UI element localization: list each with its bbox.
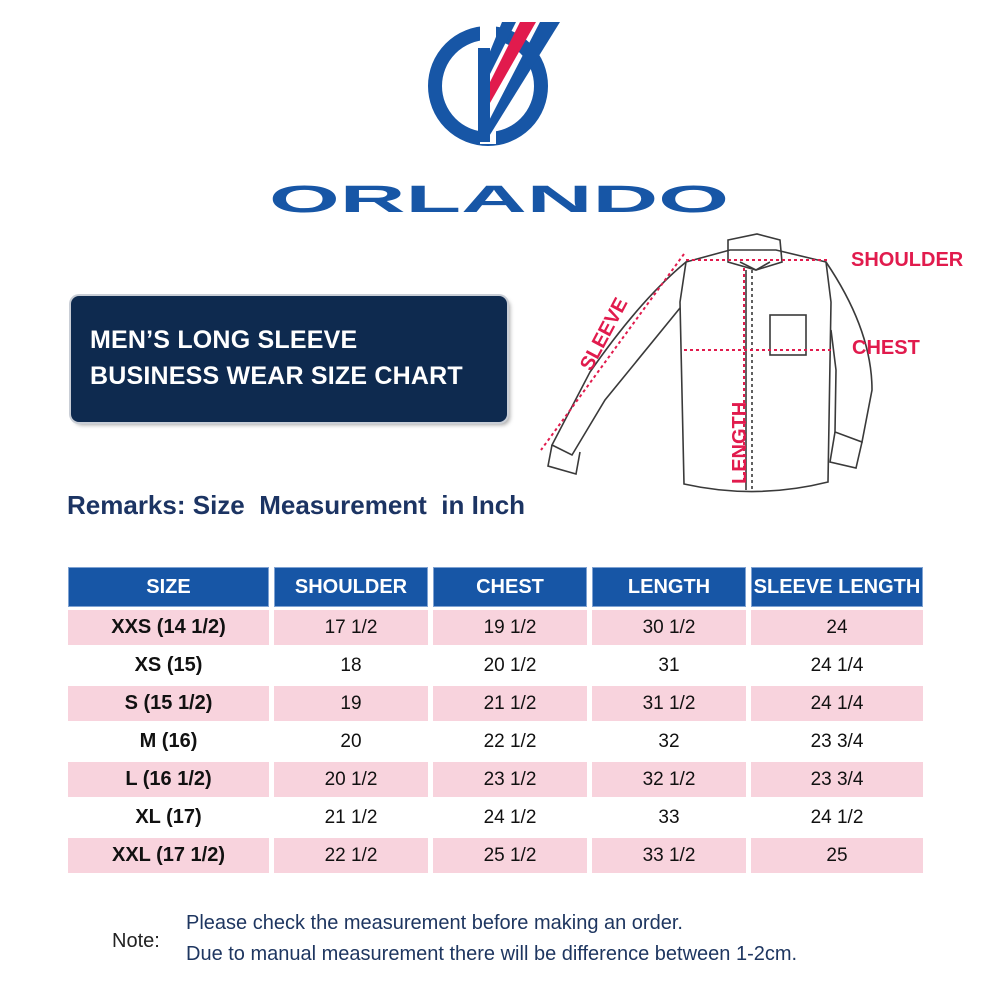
table-row <box>68 724 923 759</box>
note-line-2: Due to manual measurement there will be difference between 1-2cm. <box>186 943 798 965</box>
cell-sleeve-length: 23 3/4 <box>751 762 923 797</box>
cell-size: S (15 1/2) <box>68 686 269 721</box>
cell-shoulder: 20 1/2 <box>274 762 428 797</box>
brand-name: ORLANDO <box>269 182 729 216</box>
cell-sleeve-length: 25 <box>751 838 923 873</box>
cell-chest: 20 1/2 <box>483 654 537 676</box>
cell-length: 33 <box>658 806 680 828</box>
cell-chest: 25 1/2 <box>433 838 587 873</box>
cell-shoulder: 18 <box>340 654 362 676</box>
note-line-1: Please check the measurement before making an order. <box>186 912 683 934</box>
table-row <box>68 762 923 797</box>
note-label: Note: <box>112 930 160 952</box>
cell-size: XS (15) <box>134 654 203 676</box>
cell-sleeve-length: 24 1/4 <box>751 686 923 721</box>
cell-size: L (16 1/2) <box>68 762 269 797</box>
header-chest: CHEST <box>433 567 587 607</box>
cell-sleeve-length: 24 1/4 <box>810 654 864 676</box>
label-shoulder: SHOULDER <box>851 249 964 271</box>
header-length: LENGTH <box>592 567 746 607</box>
cell-size: M (16) <box>139 730 198 752</box>
cell-shoulder: 22 1/2 <box>274 838 428 873</box>
cell-chest: 22 1/2 <box>483 730 537 752</box>
header-size: SIZE <box>68 567 269 607</box>
cell-shoulder: 20 <box>340 730 362 752</box>
size-chart-table <box>63 564 928 876</box>
cell-sleeve-length: 24 <box>751 610 923 645</box>
header-sleeve-length: SLEEVE LENGTH <box>751 567 923 607</box>
cell-shoulder: 21 1/2 <box>324 806 378 828</box>
cell-sleeve-length: 23 3/4 <box>810 730 864 752</box>
cell-length: 32 1/2 <box>592 762 746 797</box>
table-row <box>68 686 923 721</box>
table-row <box>68 800 923 835</box>
cell-length: 30 1/2 <box>592 610 746 645</box>
cell-size: XXL (17 1/2) <box>68 838 269 873</box>
title-line-1: MEN’S LONG SLEEVE <box>90 326 358 354</box>
table-row <box>68 610 923 645</box>
cell-sleeve-length: 24 1/2 <box>810 806 864 828</box>
cell-chest: 24 1/2 <box>483 806 537 828</box>
header-shoulder: SHOULDER <box>274 567 428 607</box>
cell-length: 31 <box>658 654 680 676</box>
table-header-row <box>68 567 923 607</box>
cell-size: XXS (14 1/2) <box>68 610 269 645</box>
title-line-2: BUSINESS WEAR SIZE CHART <box>90 362 463 390</box>
cell-chest: 19 1/2 <box>433 610 587 645</box>
label-sleeve: SLEEVE <box>575 294 633 375</box>
table-row <box>68 838 923 873</box>
brand-wordmark <box>268 182 730 216</box>
cell-size: XL (17) <box>135 806 202 828</box>
orlando-logo-icon <box>420 18 560 148</box>
shirt-measurement-diagram <box>520 225 1000 505</box>
cell-length: 31 1/2 <box>592 686 746 721</box>
label-chest: CHEST <box>852 337 920 359</box>
remarks-text: Remarks: Size Measurement in Inch <box>67 490 526 520</box>
cell-shoulder: 19 <box>274 686 428 721</box>
cell-length: 32 <box>658 730 680 752</box>
cell-chest: 21 1/2 <box>433 686 587 721</box>
cell-shoulder: 17 1/2 <box>274 610 428 645</box>
table-row <box>68 648 923 683</box>
label-length: LENGTH <box>729 401 751 484</box>
cell-length: 33 1/2 <box>592 838 746 873</box>
chart-title-box <box>71 296 507 422</box>
cell-chest: 23 1/2 <box>433 762 587 797</box>
